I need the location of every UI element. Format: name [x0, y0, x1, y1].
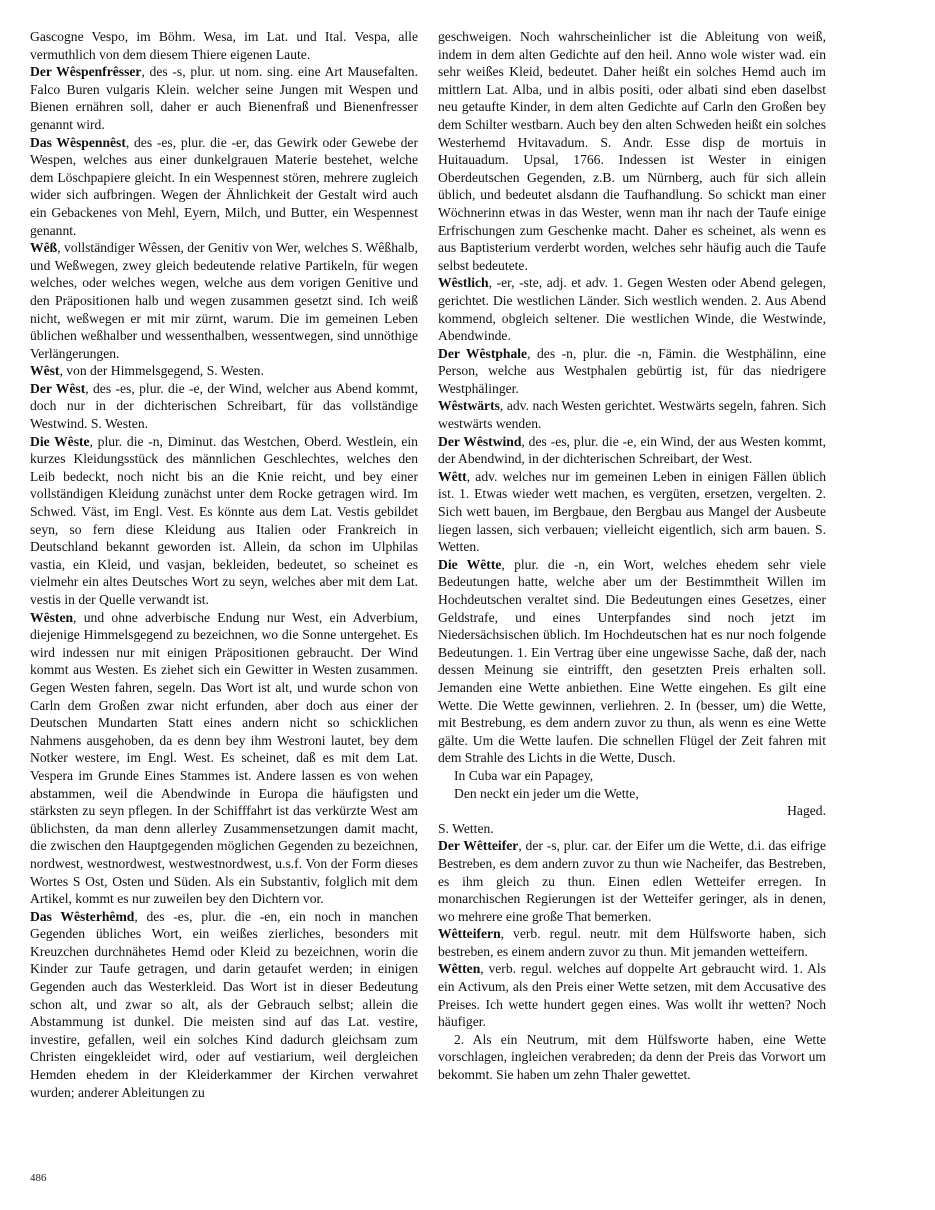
left-column: [30, 28, 418, 1101]
entry-weste: Die Wêste, plur. die -n, Diminut. das Westchen, Oberd. Westlein, ein kurzes Kleidungsstück des männlichen Geschlechtes, welches den Leib bedeckt, noch nicht bis an die Knie reicht, und bey einer vollständigen Kleidung zunächst unter dem Rocke getragen wird. Im Schwed. Väst, im Engl. Vest. Es könnte aus dem Lat. Vestis gebildet seyn, so fern diese Kleidung aus Italien oder Frankreich in Deutschland bekannt geworden ist. Allein, da schon im Ulphilas vastia, ein Kleid, und vasjan, bekleiden, bedeutet, so scheinet es vielmehr ein altes Deutsches Wort zu seyn, welches aber mit dem Lat. vestis in der Quelle verwandt ist.: [30, 433, 418, 607]
entry-westphale: Der Wêstphale, des -n, plur. die -n, Fämin. die Westphälinn, eine Person, welche aus Westphalen gebürtig ist, für das niedrigere Westphälinger.: [438, 345, 827, 396]
entry-wetten-sense-2: 2. Als ein Neutrum, mit dem Hülfsworte haben, eine Wette vorschlagen, ingleichen verabreden; da denn der Preis das Vorwort um bekommt. Sie haben um zehn Thaler gewettet.: [438, 1031, 826, 1083]
entry-wespenfresser: Der Wêspenfrêsser, des -s, plur. ut nom. sing. eine Art Mausefalten. Falco Buren vulgaris Klein. welcher seine Jungen mit Wespen und Bienen ernähren soll, daher er auch Bienenfraß und Bienenfresser genannt wird.: [30, 64, 418, 132]
right-column: [438, 28, 826, 1084]
verse-author: Haged.: [787, 803, 826, 819]
entry-wess: Wêß, vollständiger Wêssen, der Genitiv von Wer, welches S. Wêßhalb, und Weßwegen, zwey gleich bedeutende relative Partikeln, für wegen welches, oder welches wegen, welche aus dem vorigen Genitive und den Präpositionen halb und wegen zusammen gesetzt sind. Ich weiß nicht, weßwegen er mit mir zürnt, warum. Die im gemeinen Leben üblichen weßhalber und wessenthalben, wessentwegen, sind unnöthige Verlängerungen.: [30, 240, 418, 361]
entry-der-west: Der Wêst, des -es, plur. die -e, der Wind, welcher aus Abend kommt, doch nur in der dichterischen Schreibart, für das vollständige Westwind. S. Westen.: [30, 380, 418, 432]
cross-reference-wetten: S. Wetten.: [438, 820, 494, 836]
entry-wetteifern: Wêtteifern, verb. regul. neutr. mit dem Hülfsworte haben, sich bestreben, es einem andern zuvor zu thun. Mit jemanden wetteifern.: [438, 926, 826, 959]
entry-westwaerts: Wêstwärts, adv. nach Westen gerichtet. Westwärts segeln, fahren. Sich westwärts wenden.: [438, 398, 826, 432]
entry-westerhemd-cont: geschweigen. Noch wahrscheinlicher ist die Ableitung von weiß, indem in dem alten Gedichte auf den heil. Anno wole wister wad. ein sehr weißes Kleid, bedeutet. Daher heißt ein solches Hemd auch im mittlern Lat. Alba, und in albis positi, oder albati sind eben daselbst neu getaufte Kinder, in dem alten Gedichte auf Carln den Großen bey dem Schilter westbarn. Auch bey den alten Schweden heißt ein solches Westerhemd Hvitavadum. S. Andr. Esse disp de mortuis in Huitauadum. Upsal, 1766. Indessen ist Wester in einigen Oberdeutschen Gegenden, z.B. um Nürnberg, auch für sich allein üblich, und bedeutet alsdann die Taufhandlung. So schickt man einer Wöchnerinn etwas in das Wester, wenn man ihr nach der Taufe einige Erfrischungen zum Geschenke macht. Daher es scheinet, als wenn es aus Baptisterium verderbt worden, welches sehr häufig auch die Taufe selbst bedeutete.: [438, 29, 826, 273]
entry-westlich: Wêstlich, -er, -ste, adj. et adv. 1. Gegen Westen oder Abend gelegen, gerichtet. Die westlichen Länder. Sich westlich wenden. 2. Aus Abend kommend, obgleich seltener. Die westlichen Winde, die Westwinde, Abendwinde.: [438, 275, 826, 344]
entry-wetten: Wêtten, verb. regul. welches auf doppelte Art gebraucht wird. 1. Als ein Activum, als den Preis einer Wette setzen, mit dem Accusative des Preises. Ich wette hundert gegen eines. Was wollt ihr wetten? Noch häufiger.: [438, 961, 826, 1030]
entry-wetteifer: Der Wêtteifer, der -s, plur. car. der Eifer um die Wette, d.i. das eifrige Bestreben, es dem andern zuvor zu thun wie Nacheifer, das Bestreben, es ihm gleich zu thun. Einen edlen Wetteifer erregen. In monarchischen Regierungen ist der Wetteifer geringer, als in denen, wo mehrere eine große That bemerken.: [438, 838, 826, 924]
entry-west-direction: Wêst, von der Himmelsgegend, S. Westen.: [30, 363, 264, 379]
entry-westerhemd: Das Wêsterhêmd, des -es, plur. die -en, ein noch in manchen Gegenden übliches Wort, ein weißes zierliches, besonders mit Kreuzchen durchnähetes Hemd oder Kleid zu bezeichnen, worin die Kinder zur Taufe getragen, und darin getaufet werden; in einigen Gegenden auch das Westerkleid. Das Wort ist in dieser Bedeutung schon alt, und zwar so alt, als der Gebrauch selbst; allein die Abstammung ist dunkel. Die meisten sind auf das Lat. vestire, investire, gefallen, weil ein solches Kind dadurch gleichsam zum Christen eingekleidet wird, oder auf vestiarium, weil dergleichen Hemden ehedem in der Kleiderkammer der Kirchen verwahret wurden; anderer Ableitungen zu: [30, 908, 419, 1100]
entry-wespennest: Das Wêspennêst, des -es, plur. die -er, das Gewirk oder Gewebe der Wespen, welches aus einer dunkelgrauen Materie bestehet, welche dem Löschpapiere gleicht. In ein Wespennest stören, mehrere zugleich wider sich aufbringen. Wegen der Ähnlichkeit der Gestalt wird auch ein Gebackenes von Mehl, Eyern, Milch, und Butter, ein Wespennest genannt.: [30, 134, 418, 238]
entry-westwind: Der Wêstwind, des -es, plur. die -e, ein Wind, der aus Westen kommt, der Abendwind, in der dichterischen Schreibart, der West.: [438, 433, 827, 467]
entry-westen: Wêsten, und ohne adverbische Endung nur West, ein Adverbium, diejenige Himmelsgegend zu bezeichnen, wo die Sonne untergehet. Es wird indessen nur mit einigen Präpositionen gebraucht. Der Wind kommt aus Westen. Es ziehet sich ein Gewitter in Westen zusammen. Gegen Westen fahren, segeln. Das Wort ist alt, und wurde schon von Carln dem Großen zwar nicht erfunden, aber doch aus einer der Deutschen Mundarten Statt eines andern nicht so schicklichen Nahmens ausgehoben, da es denn bey ihm Westroni lautet, bey dem Notker westere, im Engl. West. Es scheinet, daß es mit dem Lat. Vespera im Grunde Eines Stammes ist. Andere lassen es von wehen abstammen, weil die Abendwinde in Europa die häufigsten und stärksten zu seyn pflegen. In der Schifffahrt ist das verkürzte West am üblichsten, da man denn allerley Zusammensetzungen damit macht, die zwischen den Hauptgegenden möglichen Gegenden zu bezeichnen, nordwest, westnordwest, westwestnordwest, u.s.f. Von der Form dieses Wortes S Ost, Osten und Süden. Als ein Substantiv, folglich mit dem Artikel, kommt es nur zuweilen bey den Dichtern vor.: [30, 609, 418, 907]
verse-line-1: In Cuba war ein Papagey,: [454, 767, 594, 783]
entry-wette: Die Wêtte, plur. die -n, ein Wort, welches ehedem sehr viele Bedeutungen hatte, welche aber um der Bestimmtheit Willen im Hochdeutschen veraltet sind. Die Bedeutungen eines Gesetzes, einer Geldstrafe, und eines Unterpfandes sind noch jetzt im Niedersächsischen üblich. Im Hochdeutschen hat es nur noch folgende Bedeutungen. 1. Ein Vertrag über eine ungewisse Sache, daß der, nach dessen Meinung sie eintrifft, den gesetzten Preis erhalten soll. Jemanden eine Wette anbiethen. Eine Wette eingehen. Es gilt eine Wette. Die Wette gewinnen, verliehren. 2. In (besser, um) die Wette, mit Bestrebung, es dem andern zuvor zu thun, als wenn es eine Wette gälte. Um die Wette laufen. Die schnellen Flügel der Zeit fahren mit dem Strahle des Lichts in die Wette, Dusch.: [438, 556, 826, 766]
page-number: 486: [30, 1172, 47, 1184]
entry-wett: Wêtt, adv. welches nur im gemeinen Leben in einigen Fällen üblich ist. 1. Etwas wieder wett machen, es vergüten, ersetzen, vergelten. 2. Sich wett bauen, im Bergbaue, den Bergbau aus Mangel der Ausbeute liegen lassen, sich verbauen; vielleicht eigentlich, sich arm bauen. S. Wetten.: [438, 468, 826, 555]
entry-gascogne: Gascogne Vespo, im Böhm. Wesa, im Lat. und Ital. Vespa, alle vermuthlich von dem diesem Thiere eigenen Laute.: [30, 29, 418, 62]
verse-line-2: Den neckt ein jeder um die Wette,: [454, 785, 639, 801]
